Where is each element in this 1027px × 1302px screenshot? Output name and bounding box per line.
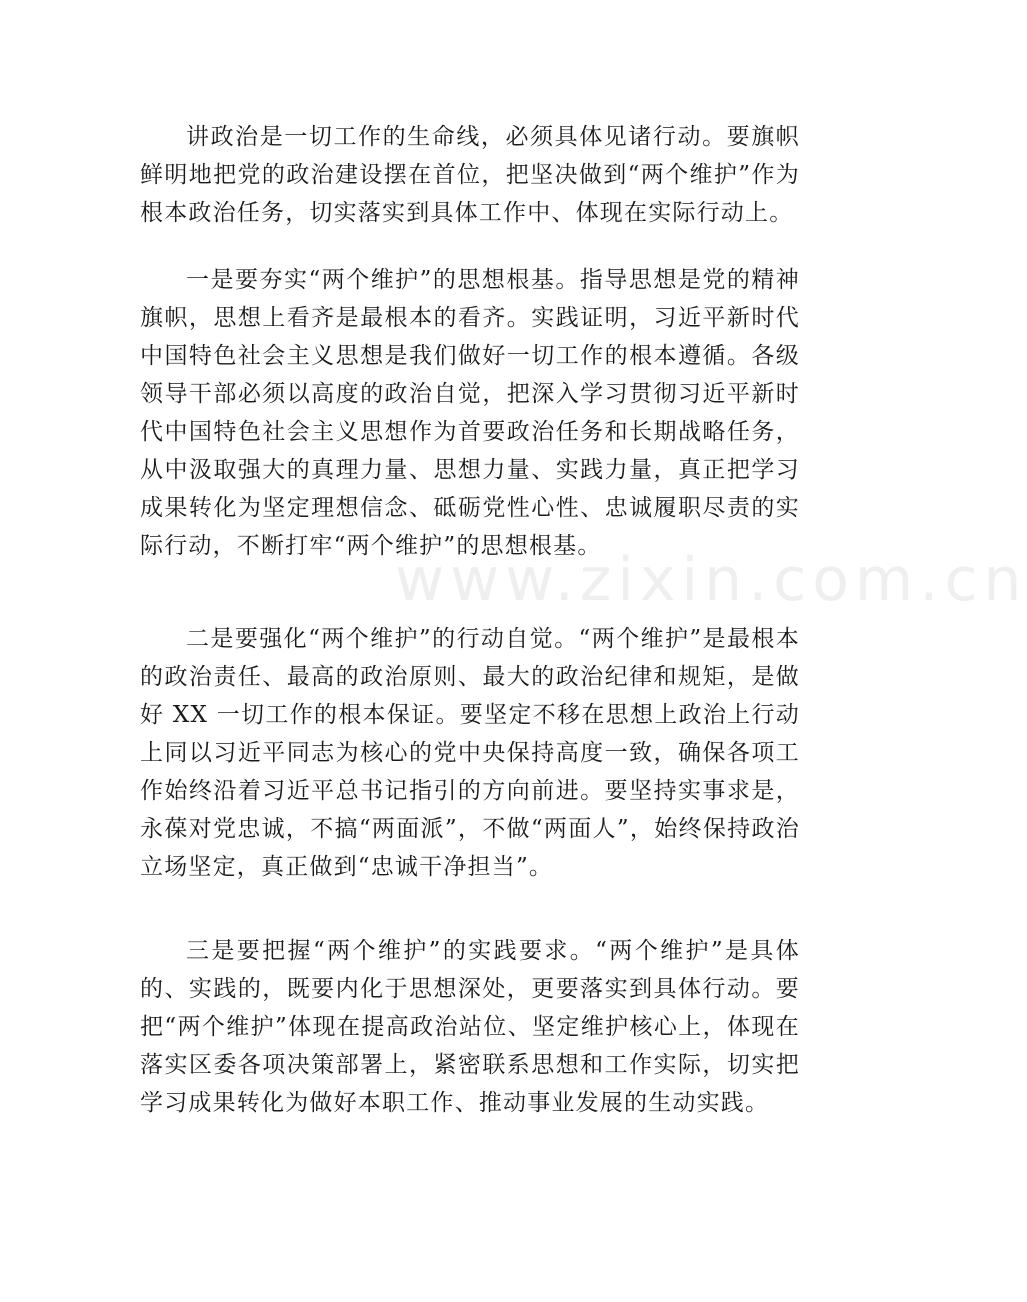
- paragraph-intro: 讲政治是一切工作的生命线，必须具体见诸行动。要旗帜鲜明地把党的政治建设摆在首位，把坚决做到“两个维护”作为根本政治任务，切实落实到具体工作中、体现在实际行动上。: [140, 124, 800, 226]
- paragraph-point-one: 一是要夯实“两个维护”的思想根基。指导思想是党的精神旗帜，思想上看齐是最根本的看齐。实践证明，习近平新时代中国特色社会主义思想是我们做好一切工作的根本遵循。各级领导干部必须以高度的政治自觉，把深入学习贯彻习近平新时代中国特色社会主义思想作为首要政治任务和长期战略任务，从中汲取强大的真理力量、思想力量、实践力量，真正把学习成果转化为坚定理想信念、砥砺党性心性、忠诚履职尽责的实际行动，不断打牢“两个维护”的思想根基。: [140, 267, 800, 559]
- paragraph-point-three: 三是要把握“两个维护”的实践要求。“两个维护”是具体的、实践的，既要内化于思想深处，更要落实到具体行动。要把“两个维护”体现在提高政治站位、坚定维护核心上，体现在落实区委各项决策部署上，紧密联系思想和工作实际，切实把学习成果转化为做好本职工作、推动事业发展的生动实践。: [140, 938, 800, 1116]
- watermark: www.zixin.com.cn: [395, 545, 1027, 615]
- paragraph-point-two: 二是要强化“两个维护”的行动自觉。“两个维护”是最根本的政治责任、最高的政治原则、最大的政治纪律和规矩，是做好 XX 一切工作的根本保证。要坚定不移在思想上政治上行动上同以习近平同志为核心的党中央保持高度一致，确保各项工作始终沿着习近平总书记指引的方向前进。要坚持实事求是，永葆对党忠诚，不搞“两面派”，不做“两面人”，始终保持政治立场坚定，真正做到“忠诚干净担当”。: [140, 626, 800, 880]
